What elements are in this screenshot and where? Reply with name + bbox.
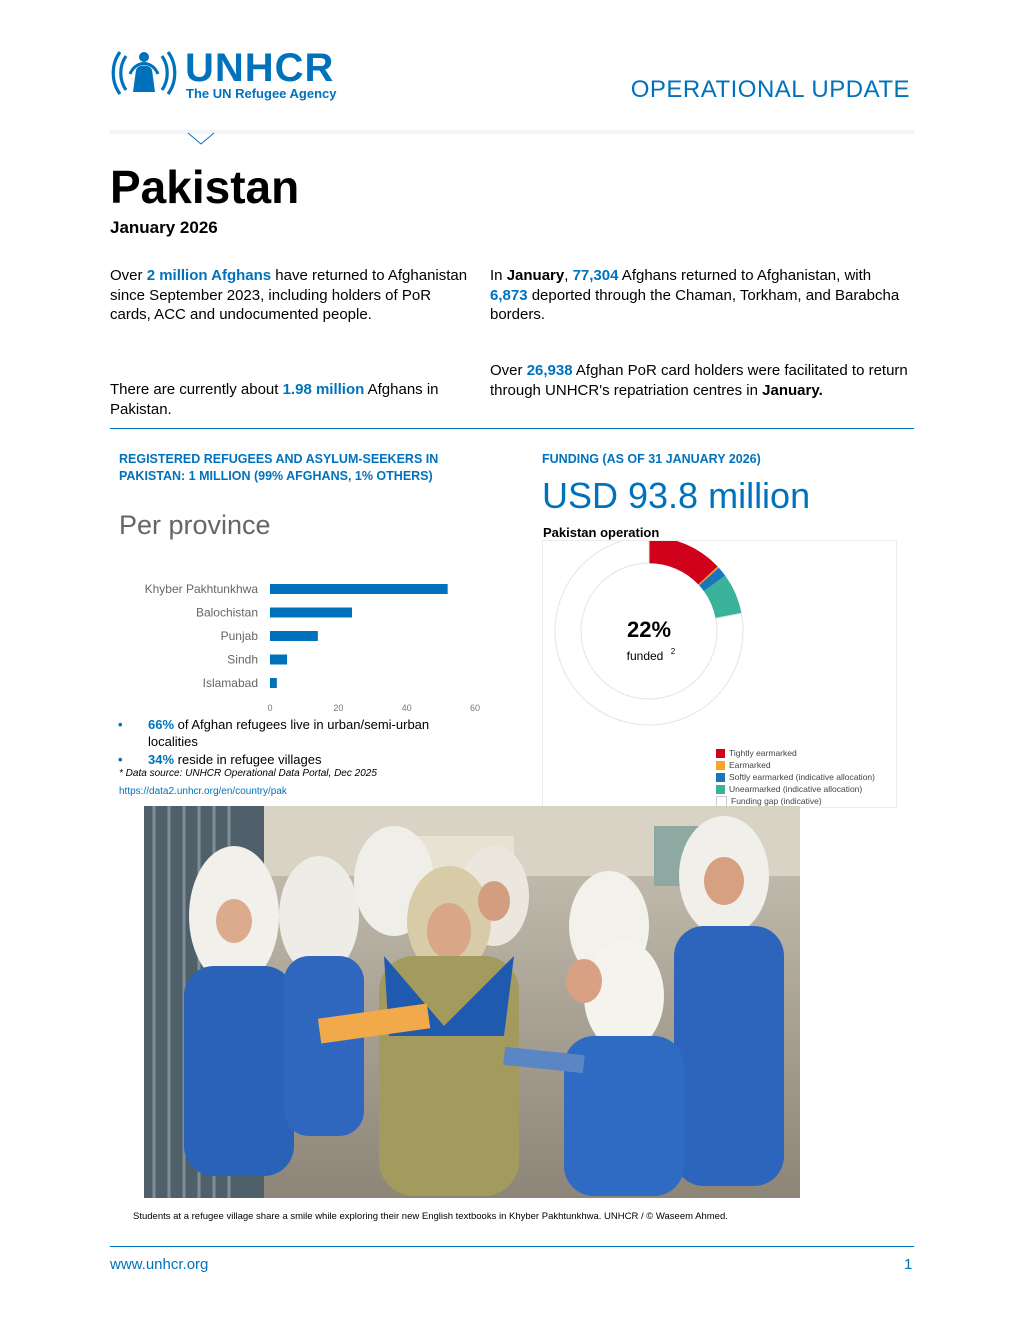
legend-label: Funding gap (indicative) <box>731 796 822 806</box>
tick-label: 60 <box>469 703 481 713</box>
funding-heading: FUNDING (AS OF 31 JANUARY 2026) <box>542 452 761 466</box>
logo-tagline: The UN Refugee Agency <box>186 86 337 101</box>
logo-wordmark: UNHCR <box>185 46 335 90</box>
legend-label: Softly earmarked (indicative allocation) <box>729 772 875 782</box>
highlight-por-count: 26,938 <box>526 362 573 379</box>
chevron-down-icon <box>187 132 215 151</box>
urban-share: 66% <box>148 717 175 732</box>
footer-website-link[interactable]: www.unhcr.org <box>110 1256 209 1273</box>
refugee-facts-list <box>118 716 478 769</box>
legend-swatch <box>716 796 727 807</box>
page-title: Pakistan <box>110 161 300 213</box>
legend-swatch <box>716 785 725 794</box>
province-bar-chart <box>110 572 490 717</box>
data-source-link[interactable]: https://data2.unhcr.org/en/country/pak <box>119 786 287 797</box>
text-segment: deported through the Chaman, Torkham, and Barabcha borders. <box>490 286 900 323</box>
page-number: 1 <box>904 1256 913 1273</box>
highlight-returned-count: 77,304 <box>572 267 619 284</box>
funding-legend <box>716 747 875 807</box>
legend-label: Tightly earmarked <box>729 748 797 758</box>
legend-swatch <box>716 761 725 770</box>
text-segment: There are currently about <box>110 381 283 398</box>
bar <box>270 608 352 618</box>
bar <box>270 631 318 641</box>
legend-label: Unearmarked (indicative allocation) <box>729 784 863 794</box>
bar <box>270 584 448 594</box>
funding-amount: USD 93.8 million <box>542 475 811 516</box>
highlight-returnees: 2 million Afghans <box>146 267 272 284</box>
legend-item <box>716 771 875 783</box>
category-label: Sindh <box>227 652 258 667</box>
funded-percentage: 22% <box>626 617 672 642</box>
bar <box>270 678 277 688</box>
village-share: 34% <box>148 752 175 767</box>
header-divider <box>110 130 914 134</box>
intro-left-paragraph-2 <box>110 380 480 419</box>
legend-swatch <box>716 773 725 782</box>
category-label: Punjab <box>220 629 258 643</box>
text-segment: , <box>564 267 573 284</box>
legend-item <box>716 747 875 759</box>
intro-right-paragraph-1 <box>490 266 910 325</box>
unhcr-logo <box>108 44 180 102</box>
highlight-month: January. <box>762 381 823 399</box>
legend-item <box>716 759 875 771</box>
bullet-text: of Afghan refugees live in urban/semi-urban localities <box>148 717 430 749</box>
category-label: Balochistan <box>195 605 258 620</box>
text-segment: Afghan PoR card holders were facilitated to return through UNHCR's repatriation centres in <box>490 362 908 399</box>
legend-item <box>716 783 875 795</box>
funding-chart-subtitle: Pakistan operation <box>543 525 660 540</box>
funded-label: funded <box>626 649 664 663</box>
list-item <box>118 716 478 750</box>
tick-label: 20 <box>333 703 344 713</box>
funding-chart-panel <box>542 540 897 808</box>
text-segment: Over <box>490 362 527 379</box>
highlight-deported-count: 6,873 <box>490 286 528 304</box>
footer-divider <box>110 1246 914 1247</box>
intro-right-paragraph-2 <box>490 361 914 400</box>
bullet-icon: • <box>118 752 123 767</box>
text-segment: Afghans in Pakistan. <box>110 381 439 418</box>
footnote-marker: 2 <box>670 647 676 656</box>
refugees-heading: REGISTERED REFUGEES AND ASYLUM-SEEKERS IN PAKISTAN: 1 MILLION (99% AFGHANS, 1% OTHERS) <box>119 452 439 483</box>
report-date: January 2026 <box>110 218 218 237</box>
list-item <box>118 751 478 768</box>
category-label: Khyber Pakhtunkhwa <box>144 582 258 596</box>
section-divider <box>110 428 914 429</box>
tick-label: 0 <box>267 703 273 713</box>
text-segment: Afghans returned to Afghanistan, with <box>618 267 872 284</box>
legend-swatch <box>716 749 725 758</box>
tick-label: 40 <box>401 703 412 713</box>
unhcr-emblem-icon <box>108 44 180 102</box>
bullet-icon: • <box>118 717 123 732</box>
students-photo <box>144 806 800 1198</box>
text-segment: have returned to Afghanistan since September 2023, including holders of PoR cards, ACC and undocumented people. <box>110 267 468 323</box>
text-segment: Over <box>110 267 147 284</box>
text-segment: In <box>490 267 507 284</box>
bar <box>270 655 287 665</box>
legend-label: Earmarked <box>729 760 771 770</box>
photo-caption: Students at a refugee village share a smile while exploring their new English textbooks in Khyber Pakhtunkhwa. UNHCR / © Waseem Ahmed. <box>133 1211 728 1222</box>
highlight-month: January <box>506 267 565 284</box>
highlight-population: 1.98 million <box>282 381 365 398</box>
intro-left-paragraph-1 <box>110 266 470 325</box>
chart-title: Per province <box>119 510 271 540</box>
data-source-note: * Data source: UNHCR Operational Data Portal, Dec 2025 <box>119 768 377 779</box>
bullet-text: reside in refugee villages <box>174 752 322 767</box>
category-label: Islamabad <box>202 676 258 690</box>
document-type: OPERATIONAL UPDATE <box>630 76 910 103</box>
